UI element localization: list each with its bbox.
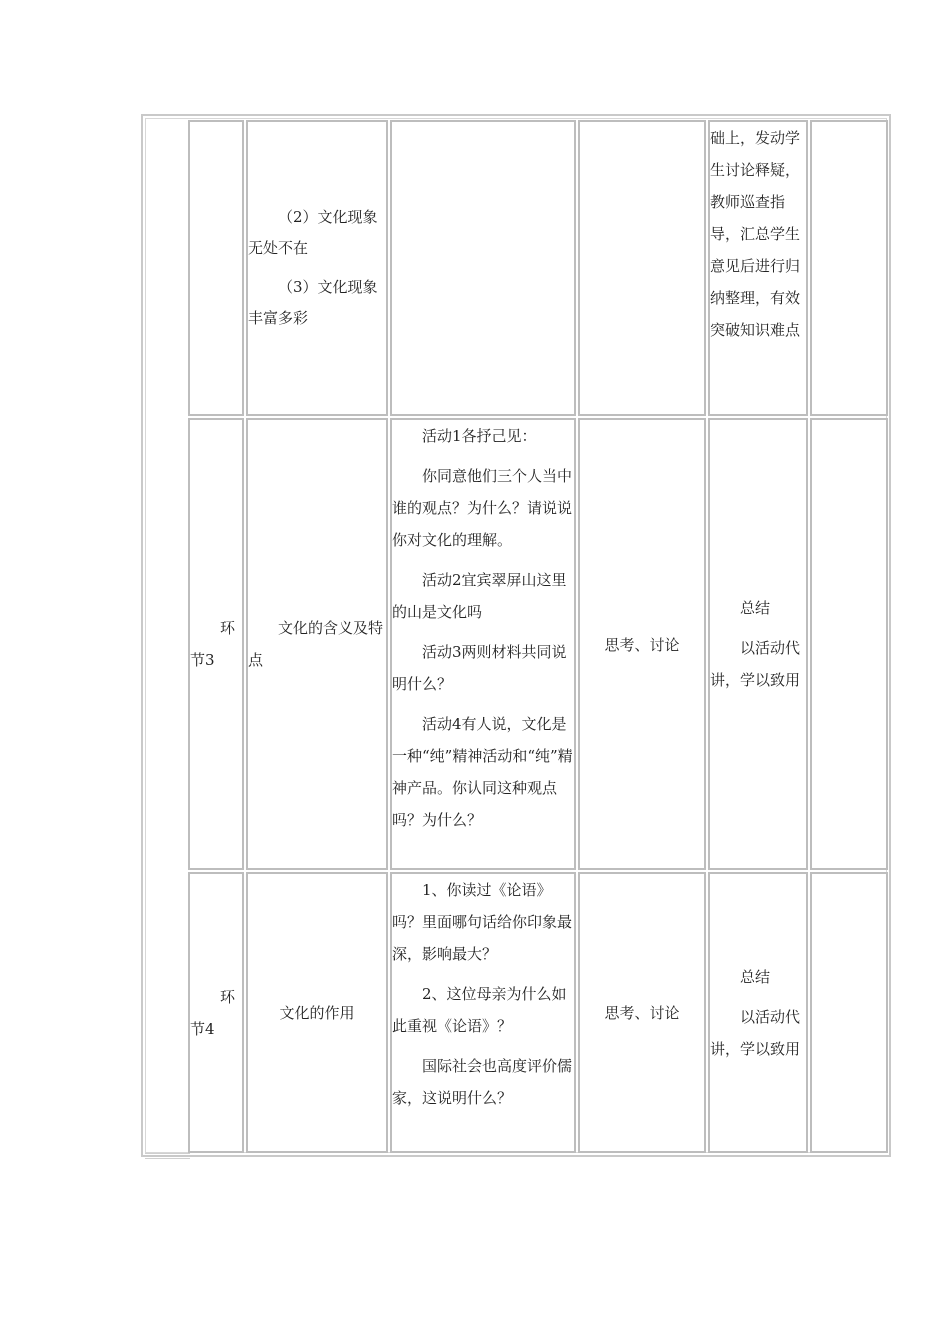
design-intent-text: 础上，发动学生讨论释疑，教师巡查指导，汇总学生意见后进行归纳整理，有效突破知识难点 [710,129,801,339]
content-cell [246,872,388,1153]
content-line: （3）文化现象丰富多彩 [248,278,378,327]
activity-line: 活动2宜宾翠屏山这里的山是文化吗 [392,571,567,621]
stage-cell [188,872,244,1153]
design-intent-cell [708,120,808,416]
stage-label: 环节3 [190,619,236,669]
activity-line: 2、这位母亲为什么如此重视《论语》？ [392,985,567,1035]
activity-line: 1、你读过《论语》吗？里面哪句话给你印象最深，影响最大？ [392,881,573,963]
activity-line: 活动1各抒己见： [422,427,537,445]
content-cell [246,418,388,870]
table-row [188,120,888,416]
stage-cell [188,418,244,870]
design-intent-cell [708,872,808,1153]
remark-cell [810,120,888,416]
content-title: 文化的作用 [279,1004,355,1022]
table-bottom-edge [145,1153,190,1159]
activity-line: 你同意他们三个人当中谁的观点？为什么？请说说你对文化的理解。 [392,467,573,549]
stage-label: 环节4 [190,987,236,1038]
student-activity-text: 思考、讨论 [604,635,680,654]
student-activity-cell [578,120,706,416]
stage-cell [188,120,244,416]
design-intent-text: 以活动代讲，学以致用 [710,639,801,689]
content-cell [246,120,388,416]
activity-line: 活动4有人说，文化是一种“纯”精神活动和“纯”精神产品。你认同这种观点吗？为什么？ [392,715,573,829]
design-intent-title: 总结 [740,599,771,617]
content-title: 文化的含义及特点 [248,619,384,669]
design-intent-title: 总结 [740,967,771,986]
remark-cell [810,872,888,1153]
activity-cell [390,872,576,1153]
activity-line: 国际社会也高度评价儒家，这说明什么？ [392,1057,573,1107]
student-activity-cell [578,872,706,1153]
table-row [188,872,888,1153]
lesson-plan-table [186,118,890,1155]
activity-cell [390,418,576,870]
student-activity-cell [578,418,706,870]
remark-cell [810,418,888,870]
activity-cell [390,120,576,416]
design-intent-text: 以活动代讲，学以致用 [710,1007,801,1058]
design-intent-cell [708,418,808,870]
content-line: （2）文化现象无处不在 [248,208,378,257]
activity-line: 活动3两则材料共同说明什么？ [392,643,567,693]
table-row [188,418,888,870]
student-activity-text: 思考、讨论 [604,1004,680,1022]
